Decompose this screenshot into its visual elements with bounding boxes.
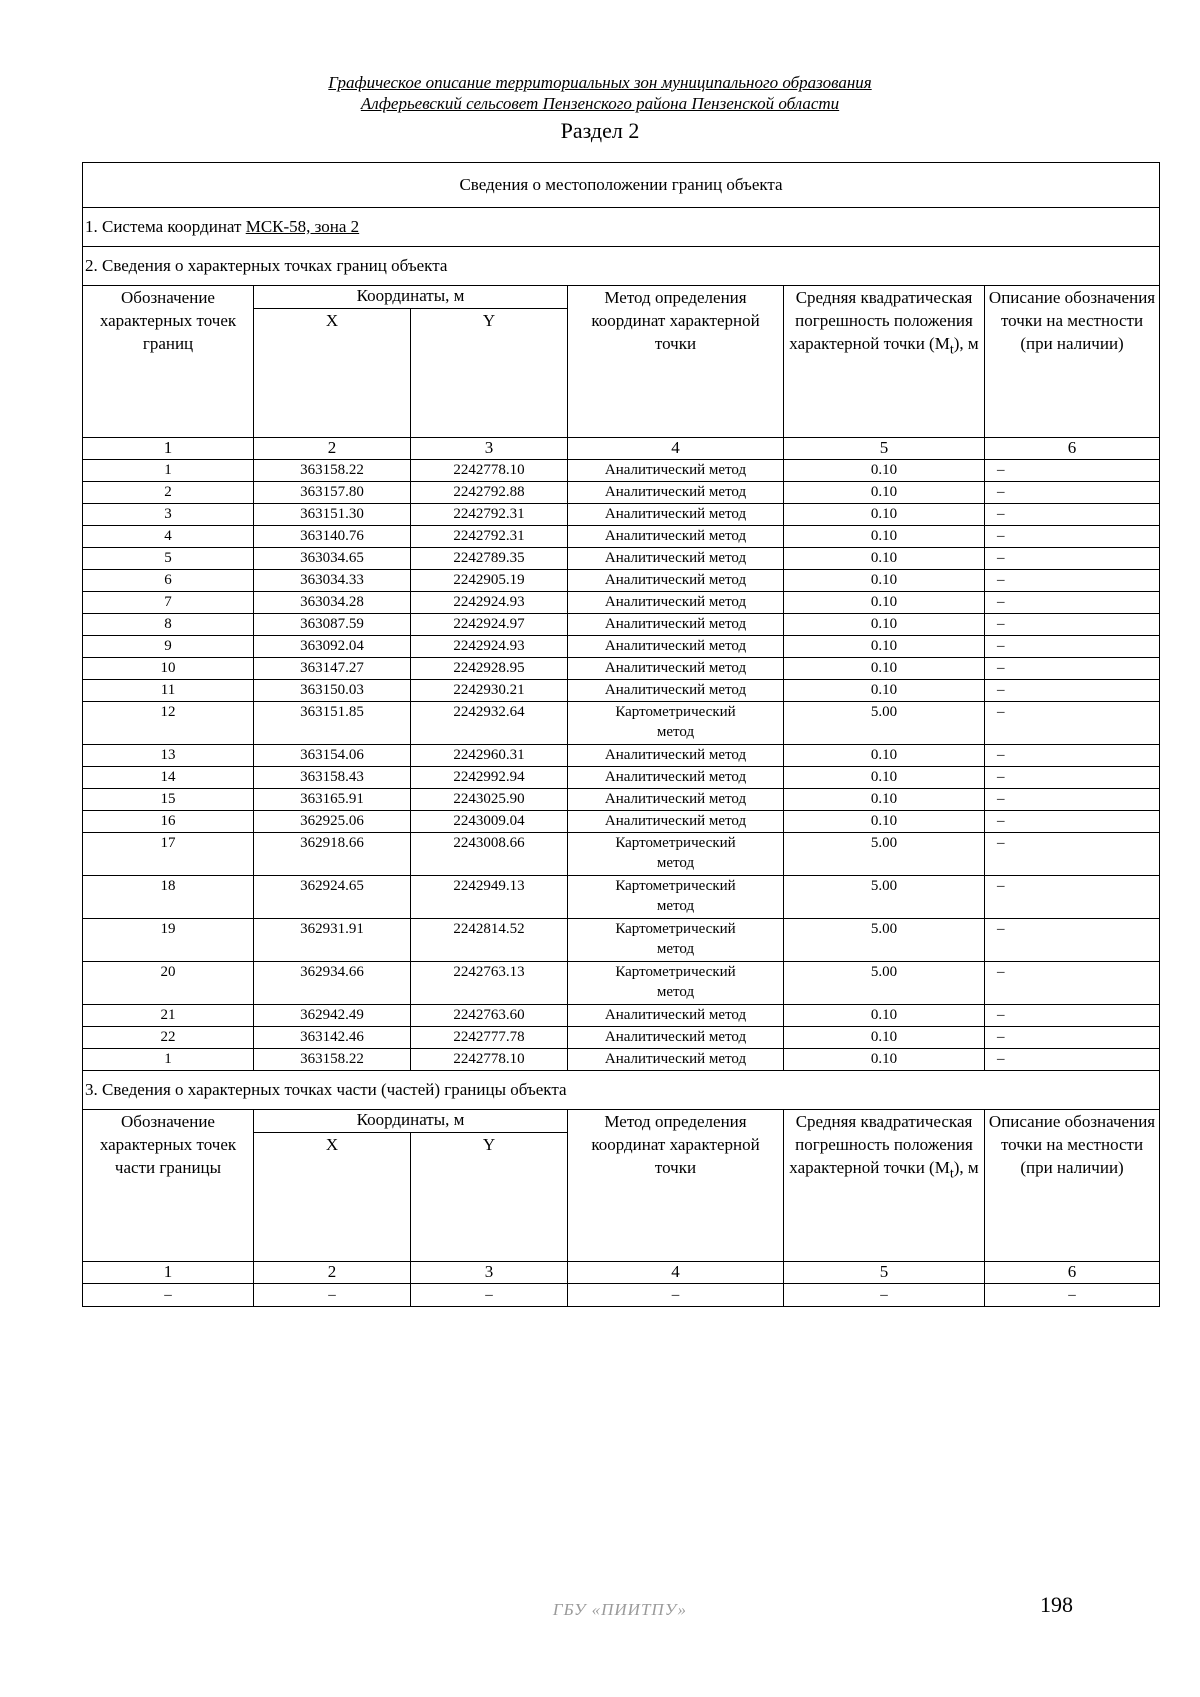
method-text: Аналитический метод xyxy=(604,550,747,566)
point-number-cell: 10 xyxy=(83,658,254,680)
col-num: 4 xyxy=(568,1262,784,1284)
empty-cell: – xyxy=(411,1284,568,1307)
point-number-cell: 13 xyxy=(83,745,254,767)
table-row xyxy=(83,636,1160,658)
point-number-cell: 8 xyxy=(83,614,254,636)
method-cell xyxy=(568,767,784,789)
point-number-cell: 19 xyxy=(83,919,254,962)
error-cell: 0.10 xyxy=(784,745,985,767)
empty-cell: – xyxy=(254,1284,411,1307)
method-cell xyxy=(568,919,784,962)
error-cell: 0.10 xyxy=(784,1027,985,1049)
header-x: X xyxy=(254,309,411,438)
y-cell: 2242960.31 xyxy=(411,745,568,767)
y-cell: 2242814.52 xyxy=(411,919,568,962)
column-numbers-row xyxy=(83,438,1160,460)
coord-system-row xyxy=(83,208,1160,247)
y-cell: 2242792.88 xyxy=(411,482,568,504)
method-cell xyxy=(568,811,784,833)
col-num: 3 xyxy=(411,438,568,460)
x-cell: 363154.06 xyxy=(254,745,411,767)
point-number-cell: 17 xyxy=(83,833,254,876)
description-cell: – xyxy=(985,833,1160,876)
y-cell: 2242949.13 xyxy=(411,876,568,919)
y-cell: 2242763.60 xyxy=(411,1005,568,1027)
boundary-table xyxy=(82,162,1160,1307)
y-cell: 2242932.64 xyxy=(411,702,568,745)
x-cell: 363151.30 xyxy=(254,504,411,526)
description-cell: – xyxy=(985,1005,1160,1027)
page-number: 198 xyxy=(1040,1592,1073,1617)
description-cell: – xyxy=(985,919,1160,962)
y-cell: 2242763.13 xyxy=(411,962,568,1005)
table-row xyxy=(83,680,1160,702)
y-cell: 2242930.21 xyxy=(411,680,568,702)
table-row xyxy=(83,526,1160,548)
col-num: 4 xyxy=(568,438,784,460)
table-row xyxy=(83,548,1160,570)
x-cell: 363034.28 xyxy=(254,592,411,614)
table-row xyxy=(83,811,1160,833)
method-text: Аналитический метод xyxy=(604,813,747,829)
point-number-cell: 12 xyxy=(83,702,254,745)
point-number-cell: 4 xyxy=(83,526,254,548)
error-cell: 0.10 xyxy=(784,460,985,482)
empty-cell: – xyxy=(568,1284,784,1307)
header-error-text: Средняя квадратическая погрешность положения характерной точки (M xyxy=(789,1112,973,1177)
error-cell: 0.10 xyxy=(784,548,985,570)
x-cell: 363092.04 xyxy=(254,636,411,658)
description-cell: – xyxy=(985,658,1160,680)
error-cell: 5.00 xyxy=(784,876,985,919)
section-2-title: 2. Сведения о характерных точках границ объекта xyxy=(83,247,1160,286)
description-cell: – xyxy=(985,702,1160,745)
x-cell: 363165.91 xyxy=(254,789,411,811)
x-cell: 362934.66 xyxy=(254,962,411,1005)
point-number-cell: 14 xyxy=(83,767,254,789)
method-text: Картометрический метод xyxy=(615,964,736,1000)
description-cell: – xyxy=(985,504,1160,526)
error-cell: 0.10 xyxy=(784,1005,985,1027)
footer-organization: ГБУ «ПИИТПУ» xyxy=(552,1600,688,1619)
error-cell: 0.10 xyxy=(784,526,985,548)
description-cell: – xyxy=(985,482,1160,504)
error-cell: 0.10 xyxy=(784,482,985,504)
method-text: Аналитический метод xyxy=(604,484,747,500)
header-method: Метод определения координат характерной точки xyxy=(568,1110,784,1262)
empty-cell: – xyxy=(985,1284,1160,1307)
header-coords: Координаты, м xyxy=(254,286,568,309)
x-cell: 362918.66 xyxy=(254,833,411,876)
description-cell: – xyxy=(985,460,1160,482)
description-cell: – xyxy=(985,570,1160,592)
table-row xyxy=(83,460,1160,482)
error-cell: 5.00 xyxy=(784,962,985,1005)
empty-row xyxy=(83,1284,1160,1307)
description-cell: – xyxy=(985,548,1160,570)
y-cell: 2242928.95 xyxy=(411,658,568,680)
point-number-cell: 11 xyxy=(83,680,254,702)
description-cell: – xyxy=(985,1049,1160,1071)
point-number-cell: 6 xyxy=(83,570,254,592)
method-cell xyxy=(568,460,784,482)
point-number-cell: 15 xyxy=(83,789,254,811)
method-text: Аналитический метод xyxy=(604,1029,747,1045)
x-cell: 363151.85 xyxy=(254,702,411,745)
method-cell xyxy=(568,592,784,614)
method-text: Аналитический метод xyxy=(604,682,747,698)
header-point: Обозначение характерных точек границ xyxy=(83,286,254,438)
description-cell: – xyxy=(985,526,1160,548)
section-3-title: 3. Сведения о характерных точках части (частей) границы объекта xyxy=(83,1071,1160,1110)
x-cell: 363087.59 xyxy=(254,614,411,636)
method-cell xyxy=(568,702,784,745)
header-line-2: Алферьевский сельсовет Пензенского района Пензенской области xyxy=(360,94,840,113)
header-description: Описание обозначения точки на местности (при наличии) xyxy=(985,286,1160,438)
method-cell xyxy=(568,504,784,526)
error-cell: 0.10 xyxy=(784,592,985,614)
method-cell xyxy=(568,614,784,636)
header-x: X xyxy=(254,1133,411,1262)
point-number-cell: 1 xyxy=(83,460,254,482)
method-text: Аналитический метод xyxy=(604,638,747,654)
x-cell: 363158.43 xyxy=(254,767,411,789)
x-cell: 363147.27 xyxy=(254,658,411,680)
method-text: Картометрический метод xyxy=(615,921,736,957)
table-row xyxy=(83,570,1160,592)
method-cell xyxy=(568,526,784,548)
error-cell: 0.10 xyxy=(784,570,985,592)
y-cell: 2243025.90 xyxy=(411,789,568,811)
point-number-cell: 16 xyxy=(83,811,254,833)
col-num: 1 xyxy=(83,1262,254,1284)
method-text: Аналитический метод xyxy=(604,1051,747,1067)
table-row xyxy=(83,919,1160,962)
y-cell: 2242792.31 xyxy=(411,526,568,548)
table-row xyxy=(83,833,1160,876)
col-num: 1 xyxy=(83,438,254,460)
method-cell xyxy=(568,1049,784,1071)
x-cell: 363034.33 xyxy=(254,570,411,592)
point-number-cell: 21 xyxy=(83,1005,254,1027)
table-row xyxy=(83,1049,1160,1071)
method-text: Аналитический метод xyxy=(604,616,747,632)
table-row xyxy=(83,592,1160,614)
description-cell: – xyxy=(985,680,1160,702)
error-cell: 0.10 xyxy=(784,767,985,789)
method-text: Картометрический метод xyxy=(615,704,736,740)
section-title: Раздел 2 xyxy=(560,118,640,143)
error-cell: 0.10 xyxy=(784,789,985,811)
column-numbers-row xyxy=(83,1262,1160,1284)
point-number-cell: 1 xyxy=(83,1049,254,1071)
coord-system-label: 1. Система координат xyxy=(85,217,246,236)
method-cell xyxy=(568,482,784,504)
y-cell: 2242777.78 xyxy=(411,1027,568,1049)
description-cell: – xyxy=(985,876,1160,919)
error-cell: 5.00 xyxy=(784,833,985,876)
description-cell: – xyxy=(985,1027,1160,1049)
col-num: 6 xyxy=(985,1262,1160,1284)
header-y: Y xyxy=(411,1133,568,1262)
empty-cell: – xyxy=(784,1284,985,1307)
header-description: Описание обозначения точки на местности (при наличии) xyxy=(985,1110,1160,1262)
error-cell: 5.00 xyxy=(784,919,985,962)
table-row xyxy=(83,876,1160,919)
method-cell xyxy=(568,962,784,1005)
method-cell xyxy=(568,570,784,592)
method-text: Аналитический метод xyxy=(604,747,747,763)
col-num: 2 xyxy=(254,438,411,460)
table-row xyxy=(83,962,1160,1005)
method-text: Аналитический метод xyxy=(604,594,747,610)
header-error-text: Средняя квадратическая погрешность положения характерной точки (M xyxy=(789,288,973,353)
col-num: 3 xyxy=(411,1262,568,1284)
method-cell xyxy=(568,833,784,876)
coord-system-value: МСК-58, зона 2 xyxy=(245,217,360,236)
y-cell: 2242789.35 xyxy=(411,548,568,570)
method-cell xyxy=(568,636,784,658)
empty-cell: – xyxy=(83,1284,254,1307)
description-cell: – xyxy=(985,962,1160,1005)
header-error xyxy=(784,1110,985,1262)
error-cell: 0.10 xyxy=(784,811,985,833)
point-number-cell: 3 xyxy=(83,504,254,526)
error-cell: 0.10 xyxy=(784,636,985,658)
method-text: Аналитический метод xyxy=(604,528,747,544)
point-number-cell: 9 xyxy=(83,636,254,658)
header-point-part: Обозначение характерных точек части границы xyxy=(83,1110,254,1262)
x-cell: 363140.76 xyxy=(254,526,411,548)
error-cell: 5.00 xyxy=(784,702,985,745)
y-cell: 2242992.94 xyxy=(411,767,568,789)
method-cell xyxy=(568,1027,784,1049)
y-cell: 2242924.93 xyxy=(411,636,568,658)
x-cell: 363158.22 xyxy=(254,1049,411,1071)
y-cell: 2242778.10 xyxy=(411,460,568,482)
y-cell: 2242778.10 xyxy=(411,1049,568,1071)
method-cell xyxy=(568,876,784,919)
method-cell xyxy=(568,658,784,680)
method-cell xyxy=(568,680,784,702)
description-cell: – xyxy=(985,789,1160,811)
y-cell: 2242905.19 xyxy=(411,570,568,592)
description-cell: – xyxy=(985,745,1160,767)
header-line-1: Графическое описание территориальных зон муниципального образования xyxy=(328,73,872,92)
method-text: Картометрический метод xyxy=(615,835,736,871)
error-cell: 0.10 xyxy=(784,680,985,702)
method-text: Аналитический метод xyxy=(604,462,747,478)
header-error xyxy=(784,286,985,438)
table-row xyxy=(83,614,1160,636)
error-cell: 0.10 xyxy=(784,614,985,636)
table-row xyxy=(83,504,1160,526)
table-row xyxy=(83,482,1160,504)
description-cell: – xyxy=(985,636,1160,658)
error-cell: 0.10 xyxy=(784,1049,985,1071)
method-text: Аналитический метод xyxy=(604,1007,747,1023)
header-error-unit: ), м xyxy=(953,1158,979,1177)
description-cell: – xyxy=(985,592,1160,614)
table-row xyxy=(83,702,1160,745)
method-text: Картометрический метод xyxy=(615,878,736,914)
point-number-cell: 22 xyxy=(83,1027,254,1049)
point-number-cell: 7 xyxy=(83,592,254,614)
x-cell: 362931.91 xyxy=(254,919,411,962)
point-number-cell: 18 xyxy=(83,876,254,919)
method-cell xyxy=(568,745,784,767)
y-cell: 2242792.31 xyxy=(411,504,568,526)
method-cell xyxy=(568,548,784,570)
error-cell: 0.10 xyxy=(784,504,985,526)
method-text: Аналитический метод xyxy=(604,791,747,807)
header-error-sub: t xyxy=(949,341,954,358)
method-text: Аналитический метод xyxy=(604,769,747,785)
x-cell: 363158.22 xyxy=(254,460,411,482)
header-method: Метод определения координат характерной точки xyxy=(568,286,784,438)
x-cell: 362925.06 xyxy=(254,811,411,833)
x-cell: 363150.03 xyxy=(254,680,411,702)
description-cell: – xyxy=(985,767,1160,789)
point-number-cell: 20 xyxy=(83,962,254,1005)
table-row xyxy=(83,767,1160,789)
header-error-sub: t xyxy=(949,1165,954,1182)
table-row xyxy=(83,789,1160,811)
point-number-cell: 2 xyxy=(83,482,254,504)
x-cell: 362924.65 xyxy=(254,876,411,919)
header-y: Y xyxy=(411,309,568,438)
y-cell: 2243008.66 xyxy=(411,833,568,876)
y-cell: 2243009.04 xyxy=(411,811,568,833)
x-cell: 363142.46 xyxy=(254,1027,411,1049)
x-cell: 363034.65 xyxy=(254,548,411,570)
col-num: 6 xyxy=(985,438,1160,460)
method-text: Аналитический метод xyxy=(604,660,747,676)
method-text: Аналитический метод xyxy=(604,506,747,522)
error-cell: 0.10 xyxy=(784,658,985,680)
description-cell: – xyxy=(985,811,1160,833)
header-error-unit: ), м xyxy=(953,334,979,353)
table-row xyxy=(83,1005,1160,1027)
col-num: 2 xyxy=(254,1262,411,1284)
method-text: Аналитический метод xyxy=(604,572,747,588)
y-cell: 2242924.93 xyxy=(411,592,568,614)
y-cell: 2242924.97 xyxy=(411,614,568,636)
method-cell xyxy=(568,1005,784,1027)
x-cell: 362942.49 xyxy=(254,1005,411,1027)
document-header xyxy=(0,72,1200,146)
col-num: 5 xyxy=(784,438,985,460)
header-coords: Координаты, м xyxy=(254,1110,568,1133)
table-row xyxy=(83,658,1160,680)
table-row xyxy=(83,1027,1160,1049)
method-cell xyxy=(568,789,784,811)
table-title: Сведения о местоположении границ объекта xyxy=(83,163,1160,208)
table-row xyxy=(83,745,1160,767)
col-num: 5 xyxy=(784,1262,985,1284)
point-number-cell: 5 xyxy=(83,548,254,570)
x-cell: 363157.80 xyxy=(254,482,411,504)
description-cell: – xyxy=(985,614,1160,636)
